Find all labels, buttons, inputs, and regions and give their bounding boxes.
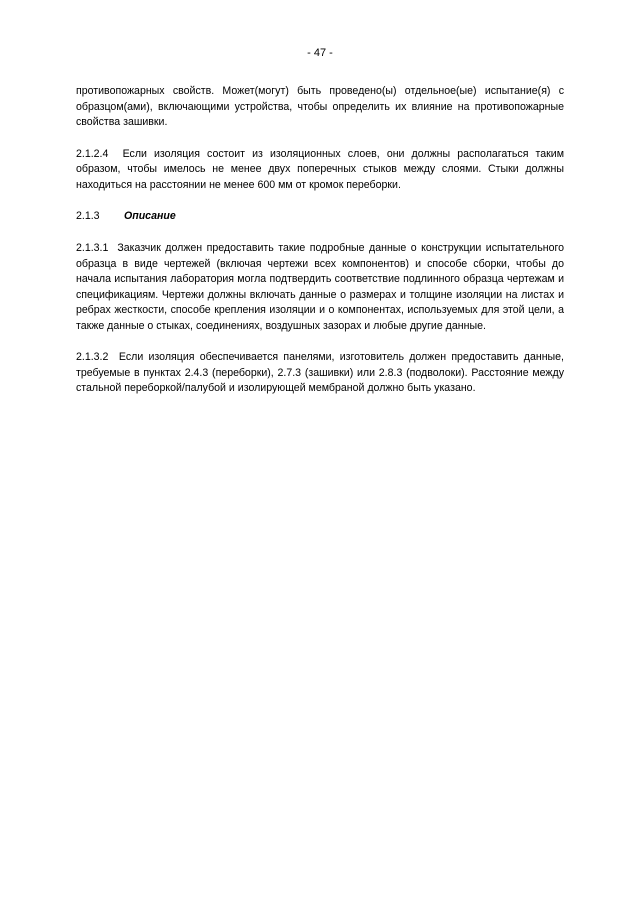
section-number: 2.1.3: [76, 210, 100, 222]
paragraph-text: Если изоляция состоит из изоляционных слоев, они должны располагаться таким образом, чтобы имелось не менее двух поперечных стыков между слоями. Стыки должны находиться на расстоянии не менее 600 мм от кромок переборки.: [76, 147, 565, 191]
paragraph-continuation: [76, 84, 564, 131]
paragraph-text: противопожарных свойств. Может(могут) быть проведено(ы) отдельное(ые) испытание(я) с образцом(ами), включающими устройства, чтобы определить их влияние на противопожарные свойства зашивки.: [76, 85, 564, 128]
paragraph-number: 2.1.2.4: [76, 147, 109, 160]
paragraph-number: 2.1.3.1: [76, 242, 109, 254]
document-body: [76, 84, 564, 413]
paragraph-text: Заказчик должен предоставить такие подробные данные о конструкции испытательного образца в виде чертежей (включая чертежи всех компонентов) и способе сборки, чтобы до начала испытания лаборатория могла подтвердить соответствие подлинного образца чертежам и спецификациям. Чертежи должны включать данные о размерах и толщине изоляции на листах и ребрах жесткости, способе крепления изоляции и о компонентах, используемых для этой цели, а также данные о стыках, соединениях, воздушных зазорах и любые другие данные.: [76, 242, 565, 332]
paragraph-2-1-3-2: [76, 350, 564, 397]
paragraph-2-1-2-4: [76, 147, 564, 194]
section-title: Описание: [124, 210, 176, 222]
page-number: - 47 -: [307, 47, 333, 59]
paragraph-number: 2.1.3.2: [76, 351, 109, 363]
paragraph-text: Если изоляция обеспечивается панелями, изготовитель должен предоставить данные, требуемые в пунктах 2.4.3 (переборки), 2.7.3 (зашивки) или 2.8.3 (подволоки). Расстояние между стальной переборкой/палубой и изолирующей мембраной должно быть указано.: [76, 351, 564, 394]
paragraph-2-1-3-1: [76, 241, 564, 334]
section-heading: [76, 209, 564, 224]
